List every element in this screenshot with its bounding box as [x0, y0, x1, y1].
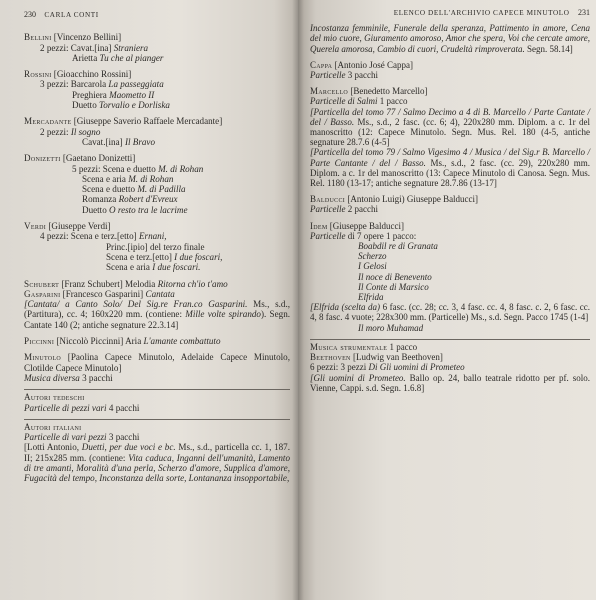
work-title: Di Gli uomini di Prometeo	[368, 362, 465, 373]
entry-text: Preghiera	[72, 89, 110, 100]
entry-text: 6 pezzi: 3 pezzi	[310, 362, 369, 373]
entry-text: 2 pezzi: Cavat.[ina]	[40, 42, 114, 53]
left-page-body	[24, 32, 290, 483]
entry-text: Romanza	[82, 194, 119, 205]
composer-name: Idem	[310, 220, 328, 231]
entry-text: 6 fasc. (cc. 28; cc. 3, 4 fasc. cc. 4, 8 fasc. c. 2, 6 fasc. cc. 4, 8 fasc. 4 vuote; 228x300 mm. (Particelle) Ms., s.d. Segn. Pacco 1745 (1-4]	[310, 302, 590, 323]
entry-line	[24, 336, 290, 346]
entry-text: 3 pezzi: Barcarola	[40, 79, 109, 90]
book-gutter	[292, 0, 304, 600]
entry-line	[310, 272, 590, 282]
catalog-entry	[24, 419, 290, 484]
composer-name: Piccinni	[24, 336, 55, 347]
entry-line	[310, 302, 590, 322]
entry-line	[310, 70, 590, 80]
entry-text: [Niccolò Piccinni] Aria	[54, 336, 144, 347]
work-title: La passeggiata	[108, 79, 164, 90]
entry-text: Ms., s.d., 2 fasc. (cc. 6; 4), 220x280 mm. Diplom. a c. 1r del manoscritto (12: Capece Minutolo. Segn. Mus. Rel. 180 (4-5, antiche segnature 28.7.6 (4-5]	[310, 116, 591, 148]
work-title: Particelle di Salmi	[310, 96, 378, 107]
entry-line	[310, 204, 590, 214]
catalog-entry	[24, 153, 290, 215]
entry-text: [Antonio Luigi) Giuseppe Balducci]	[345, 194, 479, 205]
entry-text: di 7 opere 1 pacco:	[345, 230, 417, 241]
composer-name: Musica strumentale	[310, 341, 388, 352]
catalog-entry	[24, 279, 290, 330]
composer-name: Schubert	[24, 278, 60, 289]
entry-text: ). Segn. Cantate 140 (2; antiche segnature 22.3.14]	[24, 309, 291, 330]
entry-text: 1 pacco	[377, 96, 408, 107]
entry-line	[24, 79, 290, 89]
entry-text: 4 pezzi: Scena e terz.[etto]	[40, 231, 139, 242]
entry-line	[24, 205, 290, 215]
composer-name: Beethoven	[310, 352, 351, 363]
entry-line	[310, 96, 590, 106]
work-title: Particelle	[310, 204, 346, 215]
left-page-number: 230	[24, 10, 36, 19]
entry-line	[310, 231, 590, 241]
entry-line	[24, 279, 290, 289]
entry-line	[24, 221, 290, 231]
entry-text: [Paolina Capece Minutolo, Adelaide Capece Minutolo, Clotilde Capece Minutolo]	[24, 352, 290, 373]
catalog-entry	[310, 339, 590, 393]
catalog-entry	[24, 389, 290, 413]
entry-text: Scena e aria	[82, 173, 129, 184]
composer-name: Autori tedeschi	[24, 392, 85, 403]
entry-text: Duetto	[82, 204, 110, 215]
work-title: M. di Rohan	[158, 163, 204, 174]
entry-line	[310, 251, 590, 261]
section-rule	[310, 339, 590, 340]
work-title: Straniera	[113, 42, 149, 53]
entry-text: [Giuseppe Saverio Raffaele Mercadante]	[71, 116, 223, 127]
work-title: Vita caduca, Inganni dell'umanità, Lamento di tre amanti, Moralità d'una perla, Scherzo d'amore, Supplica d'amore, Fugacità del tempo, Inconstanza della sorte, Lontananza insopportabile,	[24, 452, 290, 484]
catalog-entry	[310, 194, 590, 214]
work-title: Il moro Muhamad	[358, 322, 424, 333]
entry-text: [Antonio José Cappa]	[332, 59, 414, 70]
entry-text: Scena e terz.[etto]	[106, 251, 175, 262]
work-title: Particelle di pezzi vari	[24, 402, 107, 413]
work-title: Maometto II	[109, 89, 155, 100]
catalog-entry	[310, 60, 590, 80]
entry-text: Ms., s.d., 2 fasc. (cc. 29), 220x280 mm. Diplom. a c. 1r del manoscritto (13: Capece Minutolo di Canosa. Segn. Mus. Rel. 1180 (13-17; antiche segnature 28.7.86 (13-17]	[310, 157, 590, 189]
composer-name: Gasparini	[24, 288, 61, 299]
composer-name: Mercadante	[24, 116, 72, 127]
entry-text: [Gaetano Donizetti]	[60, 153, 136, 164]
entry-line	[24, 194, 290, 204]
work-title: [Elfrida (scelta da)	[310, 302, 381, 313]
right-running-header	[310, 8, 590, 18]
entry-line	[24, 231, 290, 241]
entry-line	[24, 43, 290, 53]
entry-text: [Franz Schubert] Melodia	[59, 278, 158, 289]
entry-text: [Gioacchino Rossini]	[51, 69, 132, 80]
work-title: [Gli uomini di Prometeo.	[310, 372, 406, 383]
left-running-header	[24, 10, 290, 20]
composer-name: Cappa	[310, 59, 333, 70]
entry-text: Segn. 58.14]	[524, 43, 573, 54]
entry-text: Ms., s.d., (Partitura), cc. 4; 160x220 mm. (contiene:	[24, 299, 290, 320]
right-page	[298, 0, 596, 600]
catalog-entry	[24, 352, 290, 383]
entry-line	[310, 352, 590, 362]
entry-text: 2 pacchi	[345, 204, 378, 215]
catalog-entry	[24, 116, 290, 147]
entry-line	[24, 184, 290, 194]
entry-line	[310, 362, 590, 372]
composer-name: Bellini	[24, 32, 52, 43]
entry-line	[310, 147, 590, 188]
right-page-number: 231	[578, 8, 590, 17]
work-title: Mille volte spirando	[185, 309, 261, 320]
entry-line	[24, 252, 290, 262]
entry-line	[24, 164, 290, 174]
entry-text: [Francesco Gasparini]	[60, 288, 146, 299]
entry-line	[24, 392, 290, 402]
entry-text: [Giuseppe Balducci]	[327, 220, 405, 231]
work-title: Scherzo	[358, 251, 387, 262]
entry-line	[24, 442, 290, 483]
entry-line	[24, 153, 290, 163]
work-title: Il Conte di Marsico	[358, 281, 429, 292]
entry-line	[24, 352, 290, 373]
entry-line	[310, 241, 590, 251]
work-title: Duetti, per due voci e bc.	[81, 442, 176, 453]
entry-line	[24, 100, 290, 110]
entry-text: [Giuseppe Verdi]	[46, 221, 111, 232]
work-title: Tu che al pianger	[99, 52, 164, 63]
entry-line	[24, 90, 290, 100]
entry-line	[310, 323, 590, 333]
work-title: Incostanza femminile, Funerale della speranza, Pattimento in amore, Cena del mio cuore, Giuramento amoroso, Amor che spera, Voi che cercate amore, Querela amorosa, Cambio di cuori, Crudeltà rimproverata.	[310, 23, 590, 54]
work-title: Il sogno	[70, 126, 101, 137]
entry-text: 2 pezzi:	[40, 126, 71, 137]
entry-text: Princ.[ipio] del terzo finale	[106, 241, 205, 252]
catalog-entry	[24, 336, 290, 346]
section-rule	[24, 389, 290, 390]
work-title: I due foscari,	[174, 251, 223, 262]
entry-line	[24, 432, 290, 442]
composer-name: Balducci	[310, 194, 346, 205]
entry-line	[310, 373, 590, 393]
entry-text: 3 pacchi	[345, 70, 378, 81]
entry-line	[24, 32, 290, 42]
entry-line	[24, 116, 290, 126]
catalog-entry	[24, 69, 290, 110]
work-title: Boabdil re di Granata	[358, 241, 438, 252]
entry-text: 3 pacchi	[79, 372, 113, 383]
right-page-body	[310, 23, 590, 393]
work-title: Ritorna ch'io t'amo	[157, 278, 228, 289]
entry-text: 4 pacchi	[106, 402, 140, 413]
entry-line	[24, 299, 290, 330]
entry-line	[24, 289, 290, 299]
entry-line	[24, 53, 290, 63]
entry-text: [Benedetto Marcello]	[348, 86, 428, 97]
entry-line	[310, 86, 590, 96]
entry-line	[310, 23, 590, 54]
work-title: I due foscari.	[152, 262, 201, 273]
entry-line	[310, 221, 590, 231]
work-title: Particelle	[310, 230, 346, 241]
left-running-title: CARLA CONTI	[44, 11, 99, 19]
work-title: Musica diversa	[24, 372, 80, 383]
entry-line	[310, 261, 590, 271]
entry-text: 1 pacco	[387, 341, 418, 352]
right-running-title: ELENCO DELL'ARCHIVIO CAPECE MINUTOLO	[393, 9, 570, 17]
entry-line	[24, 174, 290, 184]
entry-text: Duetto	[72, 100, 100, 111]
catalog-entry	[310, 221, 590, 333]
catalog-entry	[24, 221, 290, 272]
work-title: M. di Rohan	[128, 173, 174, 184]
entry-text: Scena e aria	[106, 262, 153, 273]
work-title: Il noce di Benevento	[358, 271, 432, 282]
entry-text: Cavat.[ina]	[82, 136, 125, 147]
entry-text: Arietta	[72, 52, 100, 63]
entry-text: [Ludwig van Beethoven]	[350, 352, 443, 363]
work-title: Ernani,	[138, 231, 167, 242]
entry-text: 5 pezzi: Scena e duetto	[72, 163, 159, 174]
work-title: [Cantata/ a Canto Solo/ Del Sig.re Fran.co Gasparini.	[24, 299, 248, 310]
entry-line	[24, 422, 290, 432]
composer-name: Donizetti	[24, 153, 61, 164]
entry-line	[24, 137, 290, 147]
entry-line	[310, 282, 590, 292]
catalog-entry	[310, 86, 590, 188]
entry-line	[24, 242, 290, 252]
entry-line	[310, 107, 590, 148]
entry-line	[310, 292, 590, 302]
catalog-entry	[310, 23, 590, 54]
work-title: Il Bravo	[124, 136, 155, 147]
work-title: M. di Padilla	[137, 184, 186, 195]
composer-name: Verdi	[24, 221, 47, 232]
work-title: Robert d'Evreux	[118, 194, 178, 205]
composer-name: Autori italiani	[24, 421, 82, 432]
entry-line	[24, 262, 290, 272]
entry-text: Ms., s.d., particella cc. 1, 187. II; 215x285 mm. (contiene:	[24, 442, 291, 463]
entry-text: [Vincenzo Bellini]	[51, 32, 122, 43]
composer-name: Minutolo	[24, 352, 62, 363]
catalog-entry	[24, 32, 290, 63]
entry-line	[24, 69, 290, 79]
work-title: O resto tra le lacrime	[109, 204, 188, 215]
entry-text: Ballo op. 24, ballo teatrale ridotto per pf. solo. Vienne, Cappi. s.d. Segn. 1.6.8]	[310, 372, 590, 393]
entry-line	[24, 127, 290, 137]
entry-line	[310, 60, 590, 70]
composer-name: Marcello	[310, 86, 349, 97]
work-title: L'amante combattuto	[143, 336, 221, 347]
work-title: Particelle di vari pezzi	[24, 432, 107, 443]
section-rule	[24, 419, 290, 420]
work-title: Particelle	[310, 70, 346, 81]
work-title: [Particella del tomo 79 / Salmo Vigesimo 4 / Musica / del Sig.r B. Marcello / Parte Cantante / del / Basso.	[310, 147, 590, 168]
entry-line	[310, 342, 590, 352]
entry-line	[310, 194, 590, 204]
composer-name: Rossini	[24, 69, 52, 80]
work-title: [Particella del tomo 77 / Salmo Decimo a 4 di B. Marcello / Parte Cantate / del / Basso.	[310, 106, 590, 127]
entry-line	[24, 373, 290, 383]
entry-line	[24, 403, 290, 413]
entry-text: Scena e duetto	[82, 184, 138, 195]
entry-text: [Lotti Antonio,	[24, 442, 82, 453]
work-title: Elfrida	[358, 292, 384, 303]
entry-text: 3 pacchi	[106, 432, 140, 443]
work-title: Torvalio e Dorliska	[99, 100, 170, 111]
work-title: I Gelosi	[358, 261, 387, 272]
work-title: Cantata	[145, 288, 175, 299]
